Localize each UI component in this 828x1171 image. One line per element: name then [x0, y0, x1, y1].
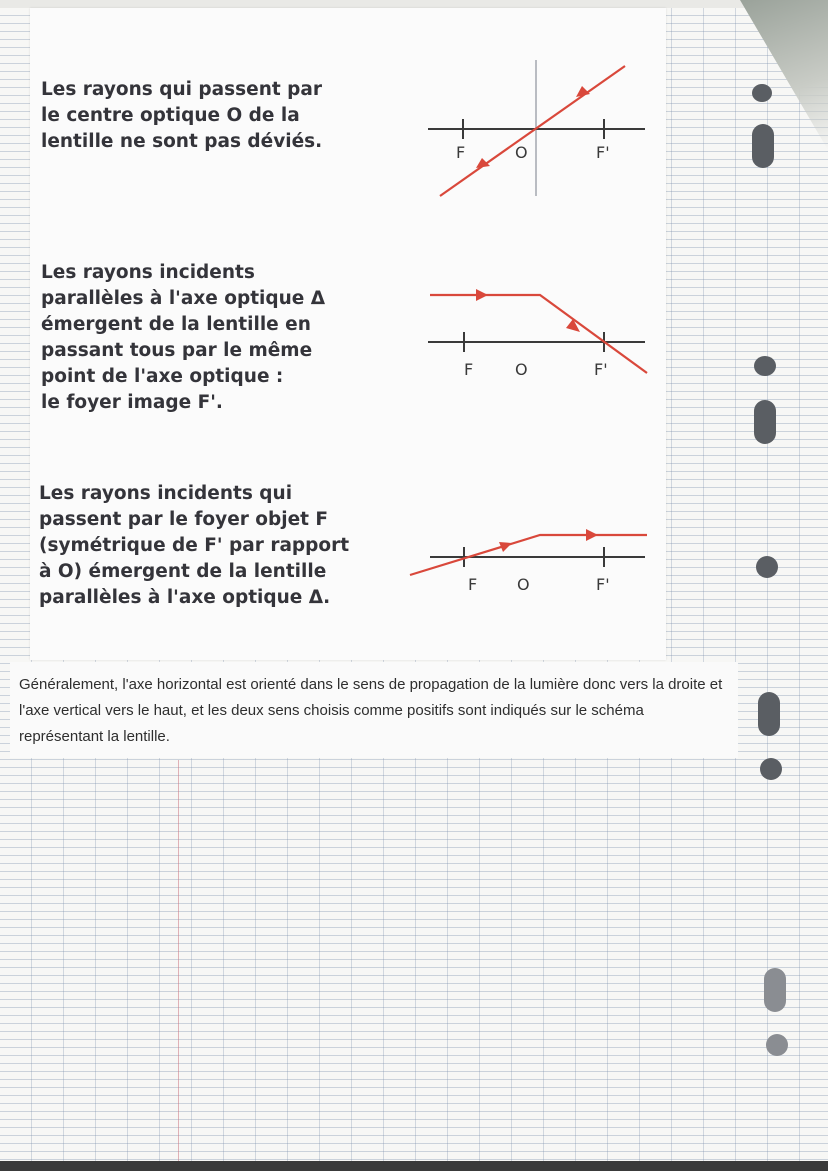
diagram-focal-ray — [380, 463, 660, 603]
rule-3-text: Les rayons incidents qui passent par le foyer objet F (symétrique de F' par rapport à O) émergent de la lentille parallèles à l'axe optique Δ. — [39, 483, 350, 608]
ray-arrow — [476, 289, 488, 301]
note-text: Généralement, l'axe horizontal est orienté dans le sens de propagation de la lumière donc vers la droite et l'axe vertical vers le haut, et les deux sens choisis comme positifs sont indiqués sur le schéma représentant la lentille. — [19, 676, 723, 745]
ray — [410, 535, 647, 575]
binder-hole — [752, 84, 772, 102]
bottom-edge — [0, 1161, 828, 1171]
printed-sheet — [30, 8, 666, 660]
ray-arrow — [566, 319, 580, 332]
binder-hole — [766, 1034, 788, 1056]
label-focus-image: F' — [596, 575, 610, 594]
top-edge — [0, 0, 828, 8]
diagram-center-ray — [380, 18, 660, 213]
binder-hole — [754, 356, 776, 376]
ray — [430, 295, 647, 373]
label-focus-object: F — [468, 575, 478, 594]
diagram-parallel-ray — [380, 248, 660, 398]
label-focus-image: F' — [594, 360, 608, 379]
note-block — [10, 662, 738, 758]
binder-hole — [760, 758, 782, 780]
label-center: O — [515, 143, 528, 162]
rule-2-text: Les rayons incidents parallèles à l'axe optique Δ émergent de la lentille en passant tous par le même point de l'axe optique : le foyer image F'. — [41, 262, 326, 413]
ray — [440, 66, 625, 196]
ray-arrow — [586, 529, 598, 541]
binder-hole — [752, 124, 774, 168]
binder-hole — [756, 556, 778, 578]
binder-hole — [754, 400, 776, 444]
label-focus-object: F — [464, 360, 474, 379]
label-center: O — [517, 575, 530, 594]
label-focus-image: F' — [596, 143, 610, 162]
rule-1-text: Les rayons qui passent par le centre optique O de la lentille ne sont pas déviés. — [41, 79, 323, 152]
binder-hole — [764, 968, 786, 1012]
label-center: O — [515, 360, 528, 379]
margin-line — [178, 760, 179, 1171]
binder-hole — [758, 692, 780, 736]
label-focus-object: F — [456, 143, 466, 162]
